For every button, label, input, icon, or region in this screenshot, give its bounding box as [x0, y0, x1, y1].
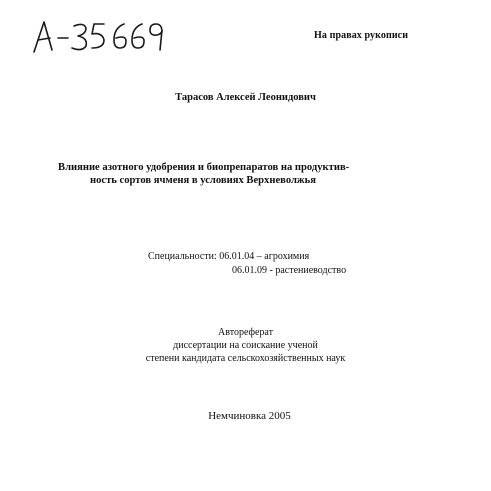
abstract-block — [0, 326, 491, 365]
abstract-line-3: степени кандидата сельскохозяйственных наук — [145, 353, 346, 364]
manuscript-rights-stamp: На правах рукописи — [314, 30, 409, 41]
specialty-block — [148, 250, 346, 278]
specialty-row-1 — [148, 250, 346, 264]
specialty-row-2 — [148, 264, 346, 278]
specialty-label: Специальности: — [148, 251, 217, 262]
specialty-code-2: 06.01.09 - растениеводство — [232, 265, 347, 276]
place-and-year: Немчиновка 2005 — [208, 410, 291, 422]
abstract-line-2: диссертации на соискание ученой — [173, 340, 318, 351]
title-line-2: ность сортов ячменя в условиях Верхневолжья — [90, 175, 316, 186]
dissertation-title — [58, 161, 438, 187]
specialty-code-1: 06.01.04 – агрохимия — [219, 251, 310, 262]
title-line-1: Влияние азотного удобрения и биопрепаратов на продуктив- — [58, 162, 350, 173]
author-name: Тарасов Алексей Леонидович — [175, 92, 316, 103]
handwritten-archive-number — [28, 14, 168, 60]
abstract-heading: Автореферат — [218, 327, 273, 338]
